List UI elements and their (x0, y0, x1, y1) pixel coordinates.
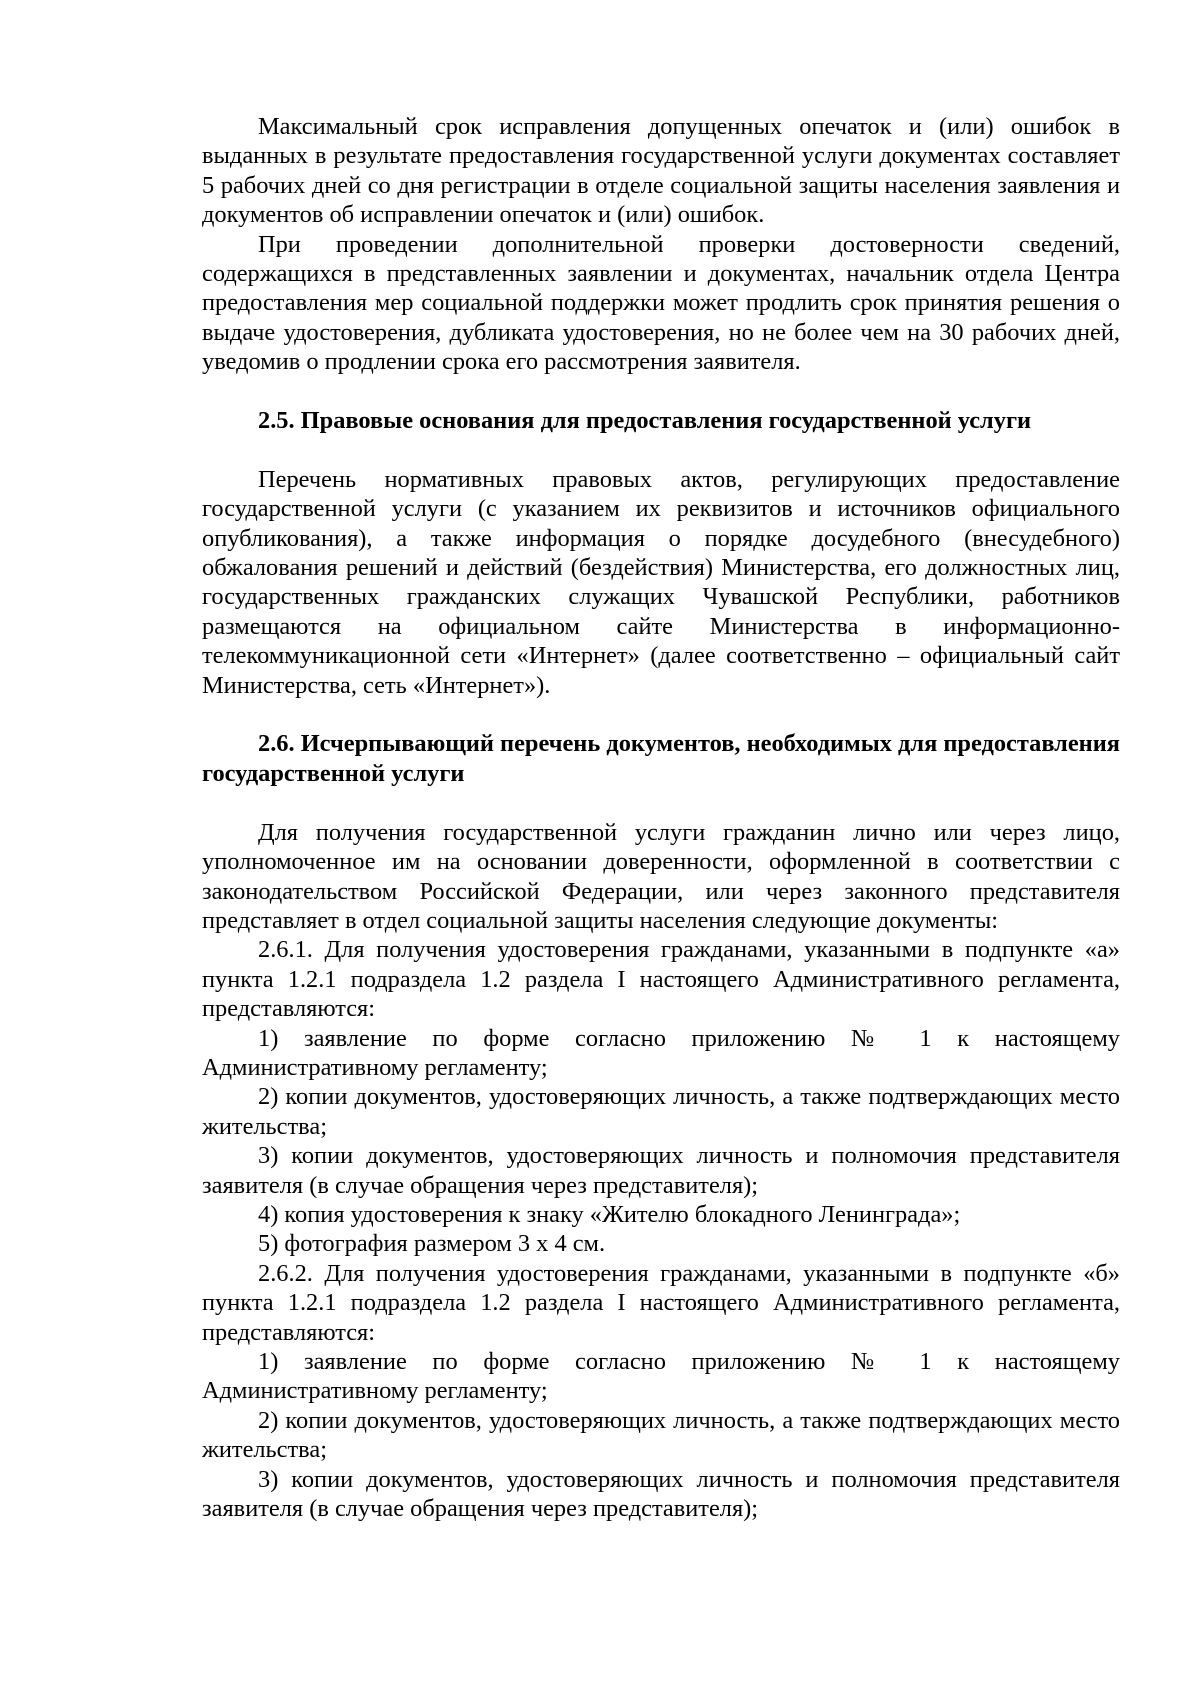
section-heading-2-5: 2.5. Правовые основания для предоставления государственной услуги (258, 407, 1032, 435)
list-item-representative-copies: 3) копии документов, удостоверяющих личность и полномочия представителя заявителя (в случае обращения через представителя); (202, 1465, 1120, 1523)
paragraph-legal-acts: Перечень нормативных правовых актов, регулирующих предоставление государственной услуги (с указанием их реквизитов и источников официального опубликования), а также информация о порядке досудебного (внесудебного) обжалования решений и действий (бездействия) Министерства, его должностных лиц, государственных гражданских служащих Чувашской Республики, работников размещаются на официальном сайте Министерства в информационно-телекоммуникационной сети «Интернет» (далее соответственно – официальный сайт Министерства, сеть «Интернет»). (202, 465, 1120, 699)
list-item-application: 1) заявление по форме согласно приложению № 1 к настоящему Административному регламенту; (202, 1348, 1120, 1405)
spacer (202, 700, 1120, 729)
paragraph-2-6-1: 2.6.1. Для получения удостоверения гражданами, указанными в подпункте «а» пункта 1.2.1 подраздела 1.2 раздела I настоящего Административного регламента, представляются: (202, 936, 1120, 1023)
list-item-application: 1) заявление по форме согласно приложению № 1 к настоящему Административному регламенту; (202, 1024, 1120, 1081)
spacer (202, 377, 1120, 406)
list-item-identity-copies: 2) копии документов, удостоверяющих личность, а также подтверждающих место жительства; (202, 1406, 1120, 1464)
paragraph-2-6-2: 2.6.2. Для получения удостоверения гражданами, указанными в подпункте «б» пункта 1.2.1 подраздела 1.2 раздела I настоящего Административного регламента, представляются: (202, 1259, 1120, 1346)
list-item-certificate-copy: 4) копия удостоверения к знаку «Жителю блокадного Ленинграда»; (258, 1200, 961, 1228)
spacer (202, 435, 1120, 464)
list-item-representative-copies: 3) копии документов, удостоверяющих личность и полномочия представителя заявителя (в случае обращения через представителя); (202, 1142, 1120, 1199)
paragraph-documents-intro: Для получения государственной услуги гражданин лично или через лицо, уполномоченное им на основании доверенности, оформленной в соответствии с законодательством Российской Федерации, или через законного представителя представляет в отдел социальной защиты населения следующие документы: (202, 818, 1120, 934)
section-heading-2-6: 2.6. Исчерпывающий перечень документов, необходимых для предоставления государственной услуги (202, 730, 1120, 787)
spacer (202, 788, 1120, 817)
paragraph-additional-check: При проведении дополнительной проверки достоверности сведений, содержащихся в представленных заявлении и документах, начальник отдела Центра предоставления мер социальной поддержки может продлить срок принятия решения о выдаче удостоверения, дубликата удостоверения, но не более чем на 30 рабочих дней, уведомив о продлении срока его рассмотрения заявителя. (202, 230, 1120, 376)
list-item-photo: 5) фотография размером 3 х 4 см. (258, 1230, 606, 1258)
document-page (202, 112, 1120, 1523)
list-item-identity-copies: 2) копии документов, удостоверяющих личность, а также подтверждающих место жительства; (202, 1083, 1120, 1140)
paragraph-correction-term: Максимальный срок исправления допущенных опечаток и (или) ошибок в выданных в результате предоставления государственной услуги документах составляет 5 рабочих дней со дня регистрации в отделе социальной защиты населения заявления и документов об исправлении опечаток и (или) ошибок. (202, 113, 1120, 229)
